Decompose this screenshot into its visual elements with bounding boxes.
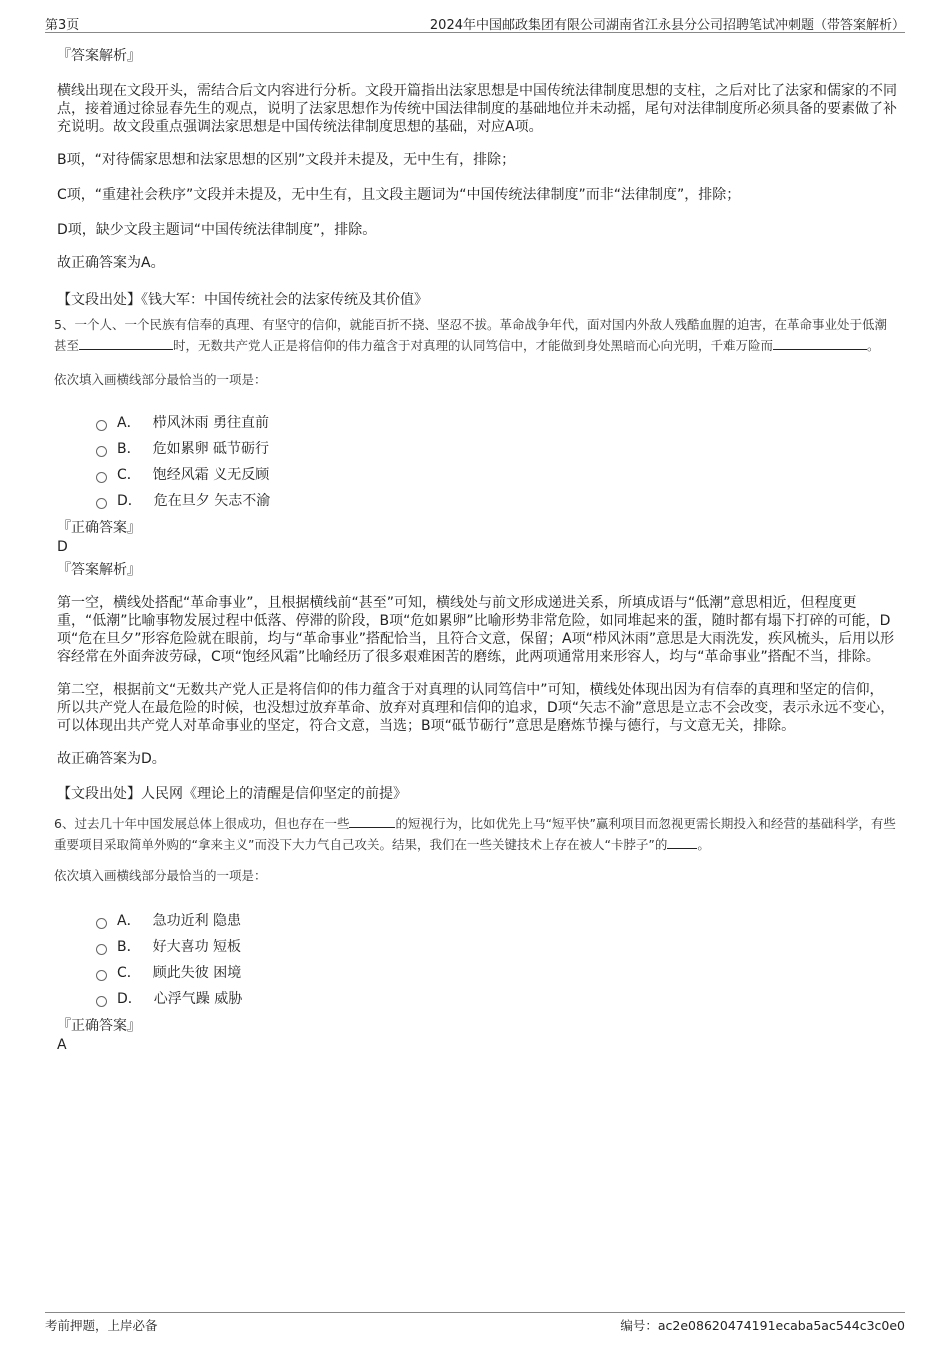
q4-source: 【文段出处】《钱大军：中国传统社会的法家传统及其价值》 — [57, 292, 428, 308]
q5-option-a[interactable]: A． 栉风沐雨 勇往直前 — [57, 409, 897, 435]
q4-analysis-p1: 横线出现在文段开头，需结合后文内容进行分析。文段开篇指出法家思想是中国传统法律制度思想的支柱，之后对比了法家和儒家的不同点，接着通过徐显春先生的观点，说明了法家思想作为传统中国法律制度的基础地位并未动摇，尾句对法律制度所必须具备的要素做了补充说明。故文段重点强调法家思想是中国传统法律制度思想的基础，对应A项。 — [57, 83, 897, 135]
q5-correct-answer: D — [57, 539, 68, 555]
q6-blank-2 — [667, 836, 697, 849]
radio-icon[interactable] — [96, 944, 107, 955]
radio-icon[interactable] — [96, 420, 107, 431]
radio-icon[interactable] — [96, 446, 107, 457]
q5-question-text: 5、一个人、一个民族有信奉的真理、有坚守的信仰，就能百折不挠、坚忍不拔。革命战争年代，面对国内外敌人残酷血腥的迫害，在革命事业处于低潮甚至 时，无数共产党人正是将信仰的伟力蕴含于对真理的认同笃信中，才能做到身处黑暗而心向光明，千难万险而 。 — [54, 317, 887, 353]
q6-prompt: 依次填入画横线部分最恰当的一项是： — [54, 868, 267, 883]
q5-analysis-label: 『答案解析』 — [57, 562, 141, 578]
q4-analysis-p4: D项，缺少文段主题词“中国传统法律制度”，排除。 — [57, 222, 377, 238]
q5-analysis-p2: 第二空，根据前文“无数共产党人正是将信仰的伟力蕴含于对真理的认同笃信中”可知，横线处体现出因为有信奉的真理和坚定的信仰，所以共产党人在最危险的时候，也没想过放弃革命、放弃对真理和信仰的追求，D项“矢志不渝”意思是立志不会改变，表示永远不变心，可以体现出共产党人对革命事业的坚定，符合文意，当选；B项“砥节砺行”意思是磨炼节操与德行，与文意无关，排除。 — [57, 682, 895, 734]
radio-icon[interactable] — [96, 472, 107, 483]
page-footer — [45, 1312, 905, 1335]
q5-options — [57, 409, 897, 513]
document-title: 2024年中国邮政集团有限公司湖南省江永县分公司招聘笔试冲刺题（带答案解析） — [429, 18, 905, 33]
q5-answer-conclusion: 故正确答案为D。 — [57, 751, 166, 767]
q6-option-d[interactable]: D． 心浮气躁 威胁 — [57, 985, 897, 1011]
radio-icon[interactable] — [96, 996, 107, 1007]
q6-option-b[interactable]: B． 好大喜功 短板 — [57, 933, 897, 959]
q5-prompt: 依次填入画横线部分最恰当的一项是： — [54, 372, 267, 387]
q5-blank-1 — [79, 337, 173, 350]
q6-blank-1 — [349, 815, 395, 828]
q5-option-d[interactable]: D． 危在旦夕 矢志不渝 — [57, 487, 897, 513]
q5-option-c[interactable]: C． 饱经风霜 义无反顾 — [57, 461, 897, 487]
q6-question-text: 6、过去几十年中国发展总体上很成功，但也存在一些 的短视行为，比如优先上马“短平快”赢利项目而忽视更需长期投入和经营的基础科学，有些重要项目采取简单外购的“拿来主义”而没下大力气自己攻关。结果，我们在一些关键技术上存在被人“卡脖子”的 。 — [54, 816, 896, 852]
page-header — [45, 12, 905, 33]
radio-icon[interactable] — [96, 970, 107, 981]
q4-analysis-p3: C项，“重建社会秩序”文段并未提及，无中生有，且文段主题词为“中国传统法律制度”而非“法律制度”，排除； — [57, 187, 741, 203]
q6-correct-label: 『正确答案』 — [57, 1018, 141, 1034]
page-content — [54, 46, 897, 1054]
q5-blank-2 — [773, 337, 867, 350]
q4-analysis-label: 『答案解析』 — [57, 48, 141, 64]
q5-option-b[interactable]: B． 危如累卵 砥节砺行 — [57, 435, 897, 461]
radio-icon[interactable] — [96, 498, 107, 509]
q5-correct-label: 『正确答案』 — [57, 520, 141, 536]
q6-options — [57, 907, 897, 1011]
q5-source: 【文段出处】人民网《理论上的清醒是信仰坚定的前提》 — [57, 786, 407, 802]
q6-option-c[interactable]: C． 顾此失彼 困境 — [57, 959, 897, 985]
page-number: 第3页 — [45, 18, 80, 33]
footer-slogan: 考前押题，上岸必备 — [45, 1318, 158, 1333]
q6-option-a[interactable]: A． 急功近利 隐患 — [57, 907, 897, 933]
radio-icon[interactable] — [96, 918, 107, 929]
q5-analysis-p1: 第一空，横线处搭配“革命事业”，且根据横线前“甚至”可知，横线处与前文形成递进关系，所填成语与“低潮”意思相近，但程度更重，“低潮”比喻事物发展过程中低落、停滞的阶段，B项“危如累卵”比喻形势非常危险，如同堆起来的蛋，随时都有塌下打碎的可能，D项“危在旦夕”形容危险就在眼前，均与“革命事业”搭配恰当，且符合文意，保留；A项“栉风沐雨”意思是大雨洗发，疾风梳头，后用以形容经常在外面奔波劳碌，C项“饱经风霜”比喻经历了很多艰难困苦的磨练，此两项通常用来形容人，均与“革命事业”搭配不当，排除。 — [57, 595, 895, 665]
q4-analysis-p2: B项，“对待儒家思想和法家思想的区别”文段并未提及，无中生有，排除； — [57, 152, 516, 168]
document-id: 编号：ac2e08620474191ecaba5ac544c3c0e0 — [620, 1318, 905, 1333]
q4-answer-conclusion: 故正确答案为A。 — [57, 255, 165, 271]
q6-correct-answer: A — [57, 1037, 67, 1053]
